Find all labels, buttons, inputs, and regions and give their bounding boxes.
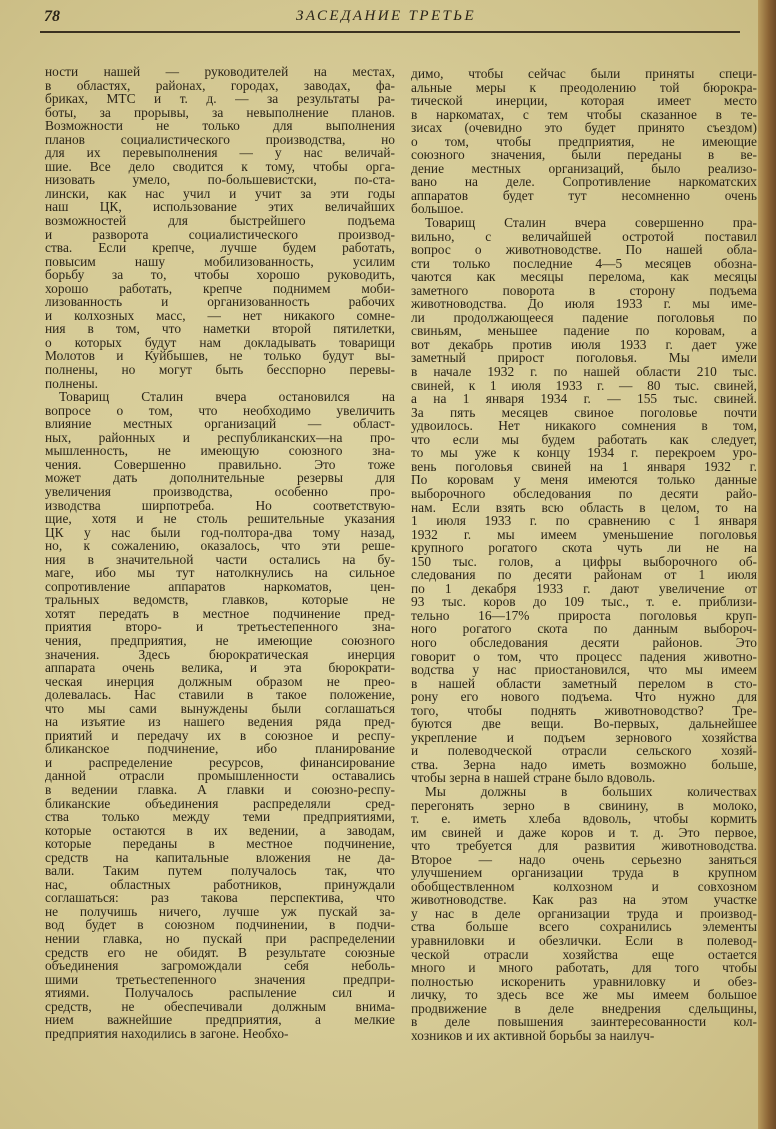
text-line: союзного значения, были переданы в ве- — [411, 147, 757, 163]
text-line: наш ЦК, использование этих величайших — [45, 199, 395, 215]
text-line: чтобы зерна в нашей стране было вдоволь. — [411, 770, 656, 786]
text-line: крупного рогатого скота чуть ли не на — [411, 540, 757, 556]
text-line: ства. Если крепче, лучше будем работать, — [45, 240, 395, 256]
text-line: вод будет в союзном подчинении, в подчи- — [45, 917, 395, 933]
text-line: мышленность, не имеющую союзного зна- — [45, 443, 395, 459]
text-line: животноводства. До июля 1933 г. мы име- — [411, 296, 757, 312]
text-line: и разворота социалистического производ- — [45, 226, 395, 242]
text-line: дение местных организаций, было реализо- — [411, 160, 757, 176]
text-line: рону его нового подъема. Что нужно для — [411, 689, 757, 705]
text-line: предприятия находились в загоне. Необхо- — [45, 1025, 289, 1041]
text-line: шие. Все дело сводится к тому, чтобы орга- — [45, 158, 395, 174]
text-line: изводства ширпотреба. Но соответствую- — [45, 497, 395, 513]
right-text-column — [411, 67, 757, 1042]
text-line: ния в том, что наметки второй пятилетки, — [45, 321, 395, 337]
text-line: ного рогатого скота по данным выбороч- — [411, 621, 757, 637]
text-line: которые переданы в местное подчинение, — [45, 836, 395, 852]
text-line: на изъятие из нашего ведения ряда пред- — [45, 714, 395, 730]
text-line: буются две вещи. Во-первых, дальнейшее — [411, 716, 757, 732]
text-line: чаются как месяцы перелома, как месяцы — [411, 269, 757, 285]
text-line: которые остаются в их ведении, а заводам, — [45, 822, 395, 838]
text-line: т. е. иметь хлеба вдоволь, чтобы кормить — [411, 811, 757, 827]
text-line: у нас в деле организации труда и производ- — [411, 905, 757, 921]
text-line: уравниловки и обезлички. Если в полевод- — [411, 933, 757, 948]
text-line: Второе — надо очень серьезно заняться — [411, 851, 757, 867]
text-line: Товарищ Сталин вчера совершенно пра- — [425, 215, 757, 231]
text-line: ства только между теми предприятиями, — [45, 809, 395, 825]
text-line: ческая инерция должным образом не прео- — [45, 673, 395, 689]
paragraph — [45, 65, 395, 390]
text-line: в начале 1932 г. по нашей области 210 тыс. — [411, 364, 757, 380]
text-line: вали. Таким путем получалось так, что — [45, 863, 395, 879]
text-line: ли продолжающееся падение поголовья по — [411, 309, 757, 325]
text-line: вано на деле. Сопротивление наркоматских — [411, 174, 757, 190]
text-line: тральных ведомств, главков, которые не — [45, 592, 395, 608]
text-line: долевалась. Нас ставили в такое положение, — [45, 687, 395, 703]
text-line: За пять месяцев свиное поголовье почти — [411, 404, 757, 420]
page-number: 78 — [44, 8, 60, 25]
text-line: 150 тыс. голов, а цифры выборочного об- — [411, 553, 757, 569]
text-line: и колхозных масс, — нет никакого сомне- — [45, 307, 395, 323]
text-line: По коровам у меня имеются только данные — [411, 472, 757, 488]
text-line: что требуется для развития животноводства. — [411, 838, 757, 854]
text-line: говорит о том, что процесс падения животно- — [411, 648, 757, 664]
text-line: о том, чтобы предприятия, не имеющие — [411, 133, 757, 149]
text-line: средств, не обеспечивали должным внима- — [45, 998, 395, 1014]
text-line: в деле повышения заинтересованности кол- — [411, 1014, 757, 1030]
text-line: улучшением организации труда в крупном — [411, 865, 757, 881]
text-line: зисах (очевидно это будет принято съездом) — [411, 120, 757, 136]
text-line: приятий и передачу их в союзное и респу- — [45, 727, 395, 743]
text-line: данной отрасли промышленности оставались — [45, 768, 395, 784]
text-line: бликанские объединения распределяли сред- — [45, 795, 395, 811]
text-line: укрепление и подъем зернового хозяйства — [411, 729, 757, 745]
text-line: Молотов и Куйбышев, не только будут вы- — [45, 348, 395, 364]
text-line: чения. Совершенно правильно. Это тоже — [45, 456, 395, 472]
running-title: ЗАСЕДАНИЕ ТРЕТЬЕ — [296, 8, 477, 24]
text-line: 1 июля 1933 г. по сравнению с 1 января — [411, 513, 757, 529]
text-line: то мы уже к концу 1934 г. перекроем уро- — [411, 445, 757, 461]
text-line: лински, как нас учил и учит за эти годы — [45, 185, 395, 201]
paragraph — [411, 67, 757, 216]
left-text-column — [45, 65, 395, 1040]
text-line: ния в значительной части остались на бу- — [45, 551, 395, 567]
text-line: ности нашей — руководителей на местах, — [45, 64, 395, 79]
text-line: хотят передать в местное подчинение пред- — [45, 605, 395, 621]
text-line: планов социалистического производства, но — [45, 131, 395, 147]
text-line: тической инерции, которая имеет место — [411, 93, 757, 109]
text-line: личку, то здесь все же мы имеем большое — [411, 987, 757, 1003]
text-line: нием важнейшие предприятия, а мелкие — [45, 1012, 395, 1028]
text-line: о которых будут нам докладывать товарищи — [45, 334, 395, 350]
text-line: Товарищ Сталин вчера остановился на — [59, 389, 395, 405]
text-line: полнены. — [45, 375, 98, 391]
text-line: аппаратов будет тут несомненно очень — [411, 187, 757, 203]
text-line: животноводстве. Как раз на этом участке — [411, 892, 757, 908]
text-line: удвоилось. Нет никакого сомнения в том, — [411, 418, 757, 434]
text-line: бриках, МТС и т. д. — за результаты ра- — [45, 91, 395, 107]
text-line: чения, предприятия, не имеющие союзного — [45, 632, 395, 648]
text-line: для их перевыполнения — у нас величай- — [45, 145, 395, 161]
text-line: объединения загромождали себя неболь- — [45, 958, 395, 974]
text-line: вопросе о том, что необходимо увеличить — [45, 402, 395, 418]
text-line: того, чтобы поднять животноводство? Тре- — [411, 702, 757, 718]
text-line: значения. Здесь бюрократическая инерция — [45, 646, 395, 662]
paragraph — [411, 216, 757, 785]
text-line: ства больше всего сохранились элементы — [411, 919, 757, 935]
text-line: низовать умело, по-большевистски, по-ста- — [45, 172, 395, 188]
text-line: приятия второ- и третьестепенного зна- — [45, 619, 395, 635]
text-line: альные меры к преодолению той бюрокра- — [411, 79, 757, 95]
text-line: влияние местных организаций — област- — [45, 416, 395, 432]
text-line: заметный прирост поголовья. Мы имели — [411, 350, 757, 366]
text-line: вень поголовья свиней на 1 января 1932 г. — [411, 458, 757, 474]
text-line: а на 1 января 1934 г. — 155 тыс. свиней. — [411, 391, 757, 407]
text-line: вильно, с величайшей остротой поставил — [411, 228, 757, 244]
text-line: в ведении главка. А главки и союзно-респу- — [45, 781, 395, 797]
text-line: им свиней и даже коров и т. д. Это первое, — [411, 824, 757, 840]
text-line: что если мы будем работать как следует, — [411, 431, 757, 447]
text-line: большое. — [411, 201, 464, 217]
text-line: в нашей области заметный перелом в сто- — [411, 675, 757, 691]
text-line: повысим нашу мобилизованность, усилим — [45, 253, 395, 269]
paragraph — [411, 785, 757, 1042]
text-line: щие, хотя и не столь решительные указания — [45, 511, 395, 527]
text-line: шими третьестепенного значения предпри- — [45, 971, 395, 987]
text-line: Возможности не только для выполнения — [45, 118, 395, 134]
text-line: бликанское подчинение, ибо планирование — [45, 741, 395, 757]
text-line: по 1 декабря 1933 г. дают увеличение от — [411, 580, 757, 596]
text-line: много и много работать, для того чтобы — [411, 960, 757, 976]
text-line: хорошо работать, крепче поднимем моби- — [45, 280, 395, 296]
text-line: ного обследования десяти районов. Это — [411, 634, 757, 650]
text-line: тельно 16—17% прироста поголовья круп- — [411, 607, 757, 623]
text-line: боты, за прорывы, за невыполнение планов. — [45, 104, 395, 120]
text-line: нам. Если взять всю область в целом, то на — [411, 499, 757, 515]
text-line: средств его не обидят. В результате союзные — [45, 944, 395, 960]
text-line: нас, областных работников, принуждали — [45, 876, 395, 892]
text-line: выборочного обследования по десяти райо- — [411, 485, 757, 501]
text-line: сопротивление аппаратов наркоматов, цен- — [45, 578, 395, 594]
text-line: соглашаться: раз такова перспектива, что — [45, 890, 395, 906]
text-line: вот декабрь против июля 1933 г. дает уже — [411, 336, 757, 352]
text-line: ных, районных и республиканских—на про- — [45, 429, 395, 445]
book-binding-edge — [758, 0, 776, 1129]
text-line: продвижение в деле внедрения сдельщины, — [411, 1000, 757, 1016]
text-line: хозников и их активной борьбы за наилуч- — [411, 1027, 655, 1043]
text-line: димо, чтобы сейчас были приняты специ- — [411, 66, 757, 81]
text-line: аппарата очень велика, и эта бюрократи- — [45, 660, 395, 676]
text-line: свиней, к 1 июля 1933 г. — 80 тыс. свиней, — [411, 377, 757, 393]
text-line: ЦК у нас были год-полтора-два тому назад, — [45, 524, 395, 540]
header-rule — [40, 31, 740, 33]
text-line: но, к сожалению, оказалось, что эти реше- — [45, 538, 395, 554]
text-line: увеличения производства, особенно про- — [45, 483, 395, 499]
text-line: полнены, но могут быть бесспорно перевы- — [45, 362, 395, 378]
text-line: 93 тыс. коров до 109 тыс., т. е. приблизи- — [411, 594, 757, 610]
text-line: заметного поворота в сторону подъема — [411, 282, 757, 298]
text-line: может дать дополнительные резервы для — [45, 470, 395, 486]
text-line: следования по десяти районам от 1 июля — [411, 567, 757, 583]
text-line: средств на капитальные вложения не да- — [45, 849, 395, 865]
text-line: свиньям, меньшее падение по коровам, а — [411, 323, 757, 339]
text-line: нении главка, но пускай при распределении — [45, 931, 395, 946]
text-line: и распределение ресурсов, финансирование — [45, 754, 395, 770]
text-line: Мы должны в больших количествах — [425, 783, 757, 799]
text-line: водства у нас приостановился, что мы имеем — [411, 662, 757, 678]
text-line: обобществленном колхозном и совхозном — [411, 878, 757, 894]
text-line: и полеводческой отрасли сельского хозяй- — [411, 743, 757, 759]
text-line: перегонять зерно в свинину, в молоко, — [411, 797, 757, 813]
text-line: лизованность и организованность рабочих — [45, 294, 395, 310]
text-line: полностью искоренить уравниловку и обез- — [411, 973, 757, 989]
text-line: в наркоматах, с тем чтобы сказанное в те- — [411, 106, 757, 122]
text-line: вопрос о животноводстве. По нашей обла- — [411, 242, 757, 258]
text-line: в областях, районах, городах, заводах, фа- — [45, 77, 395, 93]
text-line: борьбу за то, чтобы хорошо руководить, — [45, 267, 395, 283]
text-line: ческой отрасли хозяйства еще остается — [411, 946, 757, 962]
text-line: ства. Зерна надо иметь возможно больше, — [411, 756, 757, 772]
paragraph — [45, 390, 395, 1040]
text-line: возможностей для быстрейшего подъема — [45, 213, 395, 229]
text-line: что мы сами вынуждены были соглашаться — [45, 700, 395, 716]
text-line: маге, ибо мы тут натолкнулись на сильное — [45, 565, 395, 581]
text-line: сти только последние 4—5 месяцев обозна- — [411, 255, 757, 271]
text-line: 1932 г. мы имеем уменьшение поголовья — [411, 526, 757, 542]
text-line: ятиями. Получалось распыление сил и — [45, 985, 395, 1001]
text-line: не получишь ничего, лучше уж пускай за- — [45, 903, 395, 919]
